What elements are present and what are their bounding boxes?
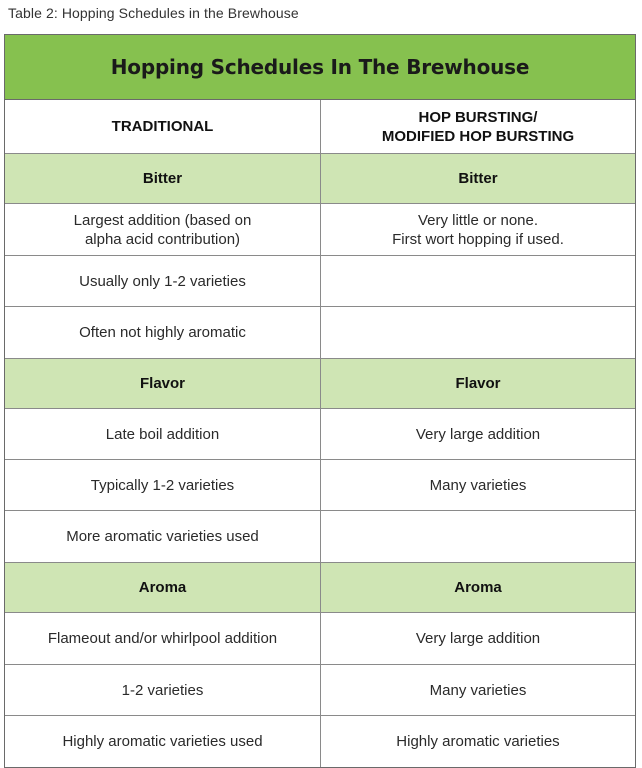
table-cell: Very little or none. First wort hopping if used. (320, 204, 635, 255)
hopping-schedule-table (4, 34, 636, 768)
table-cell: Many varieties (320, 665, 635, 715)
table-row (5, 409, 635, 460)
table-row (5, 204, 635, 256)
column-header-traditional: TRADITIONAL (111, 118, 214, 135)
table-cell: Many varieties (320, 460, 635, 510)
table-cell: Highly aromatic varieties used (62, 733, 263, 750)
column-header-row (5, 100, 635, 154)
table-cell: 1-2 varieties (121, 681, 204, 699)
section-label: Aroma (138, 579, 187, 596)
table-cell: Late boil addition (105, 425, 220, 443)
section-label: Aroma (320, 563, 635, 612)
column-header-hop-bursting: HOP BURSTING/ MODIFIED HOP BURSTING (320, 100, 635, 153)
table-cell (320, 307, 635, 358)
table-row (5, 665, 635, 716)
table-row (5, 460, 635, 511)
table-cell: More aromatic varieties used (66, 528, 259, 545)
table-cell: Flameout and/or whirlpool addition (47, 630, 278, 647)
table-cell: Typically 1-2 varieties (90, 476, 235, 494)
table-title: Hopping Schedules In The Brewhouse (110, 55, 530, 79)
section-label: Flavor (320, 359, 635, 408)
section-label: Bitter (320, 154, 635, 203)
table-cell: Largest addition (based on alpha acid contribution) (73, 211, 252, 248)
section-row-aroma (5, 563, 635, 613)
section-label: Flavor (139, 375, 185, 392)
table-row (5, 613, 635, 665)
table-row (5, 716, 635, 767)
table-cell: Usually only 1-2 varieties (79, 272, 246, 290)
table-title-bar (5, 35, 635, 100)
table-cell: Highly aromatic varieties (320, 716, 635, 767)
section-label: Bitter (142, 170, 183, 187)
table-row (5, 307, 635, 359)
section-row-bitter (5, 154, 635, 204)
table-row (5, 511, 635, 563)
table-cell: Often not highly aromatic (79, 324, 246, 341)
table-caption: Table 2: Hopping Schedules in the Brewhouse (8, 5, 299, 21)
table-row (5, 256, 635, 307)
table-cell: Very large addition (320, 409, 635, 459)
table-cell (320, 256, 635, 306)
table-cell: Very large addition (320, 613, 635, 664)
section-row-flavor (5, 359, 635, 409)
table-cell (320, 511, 635, 562)
